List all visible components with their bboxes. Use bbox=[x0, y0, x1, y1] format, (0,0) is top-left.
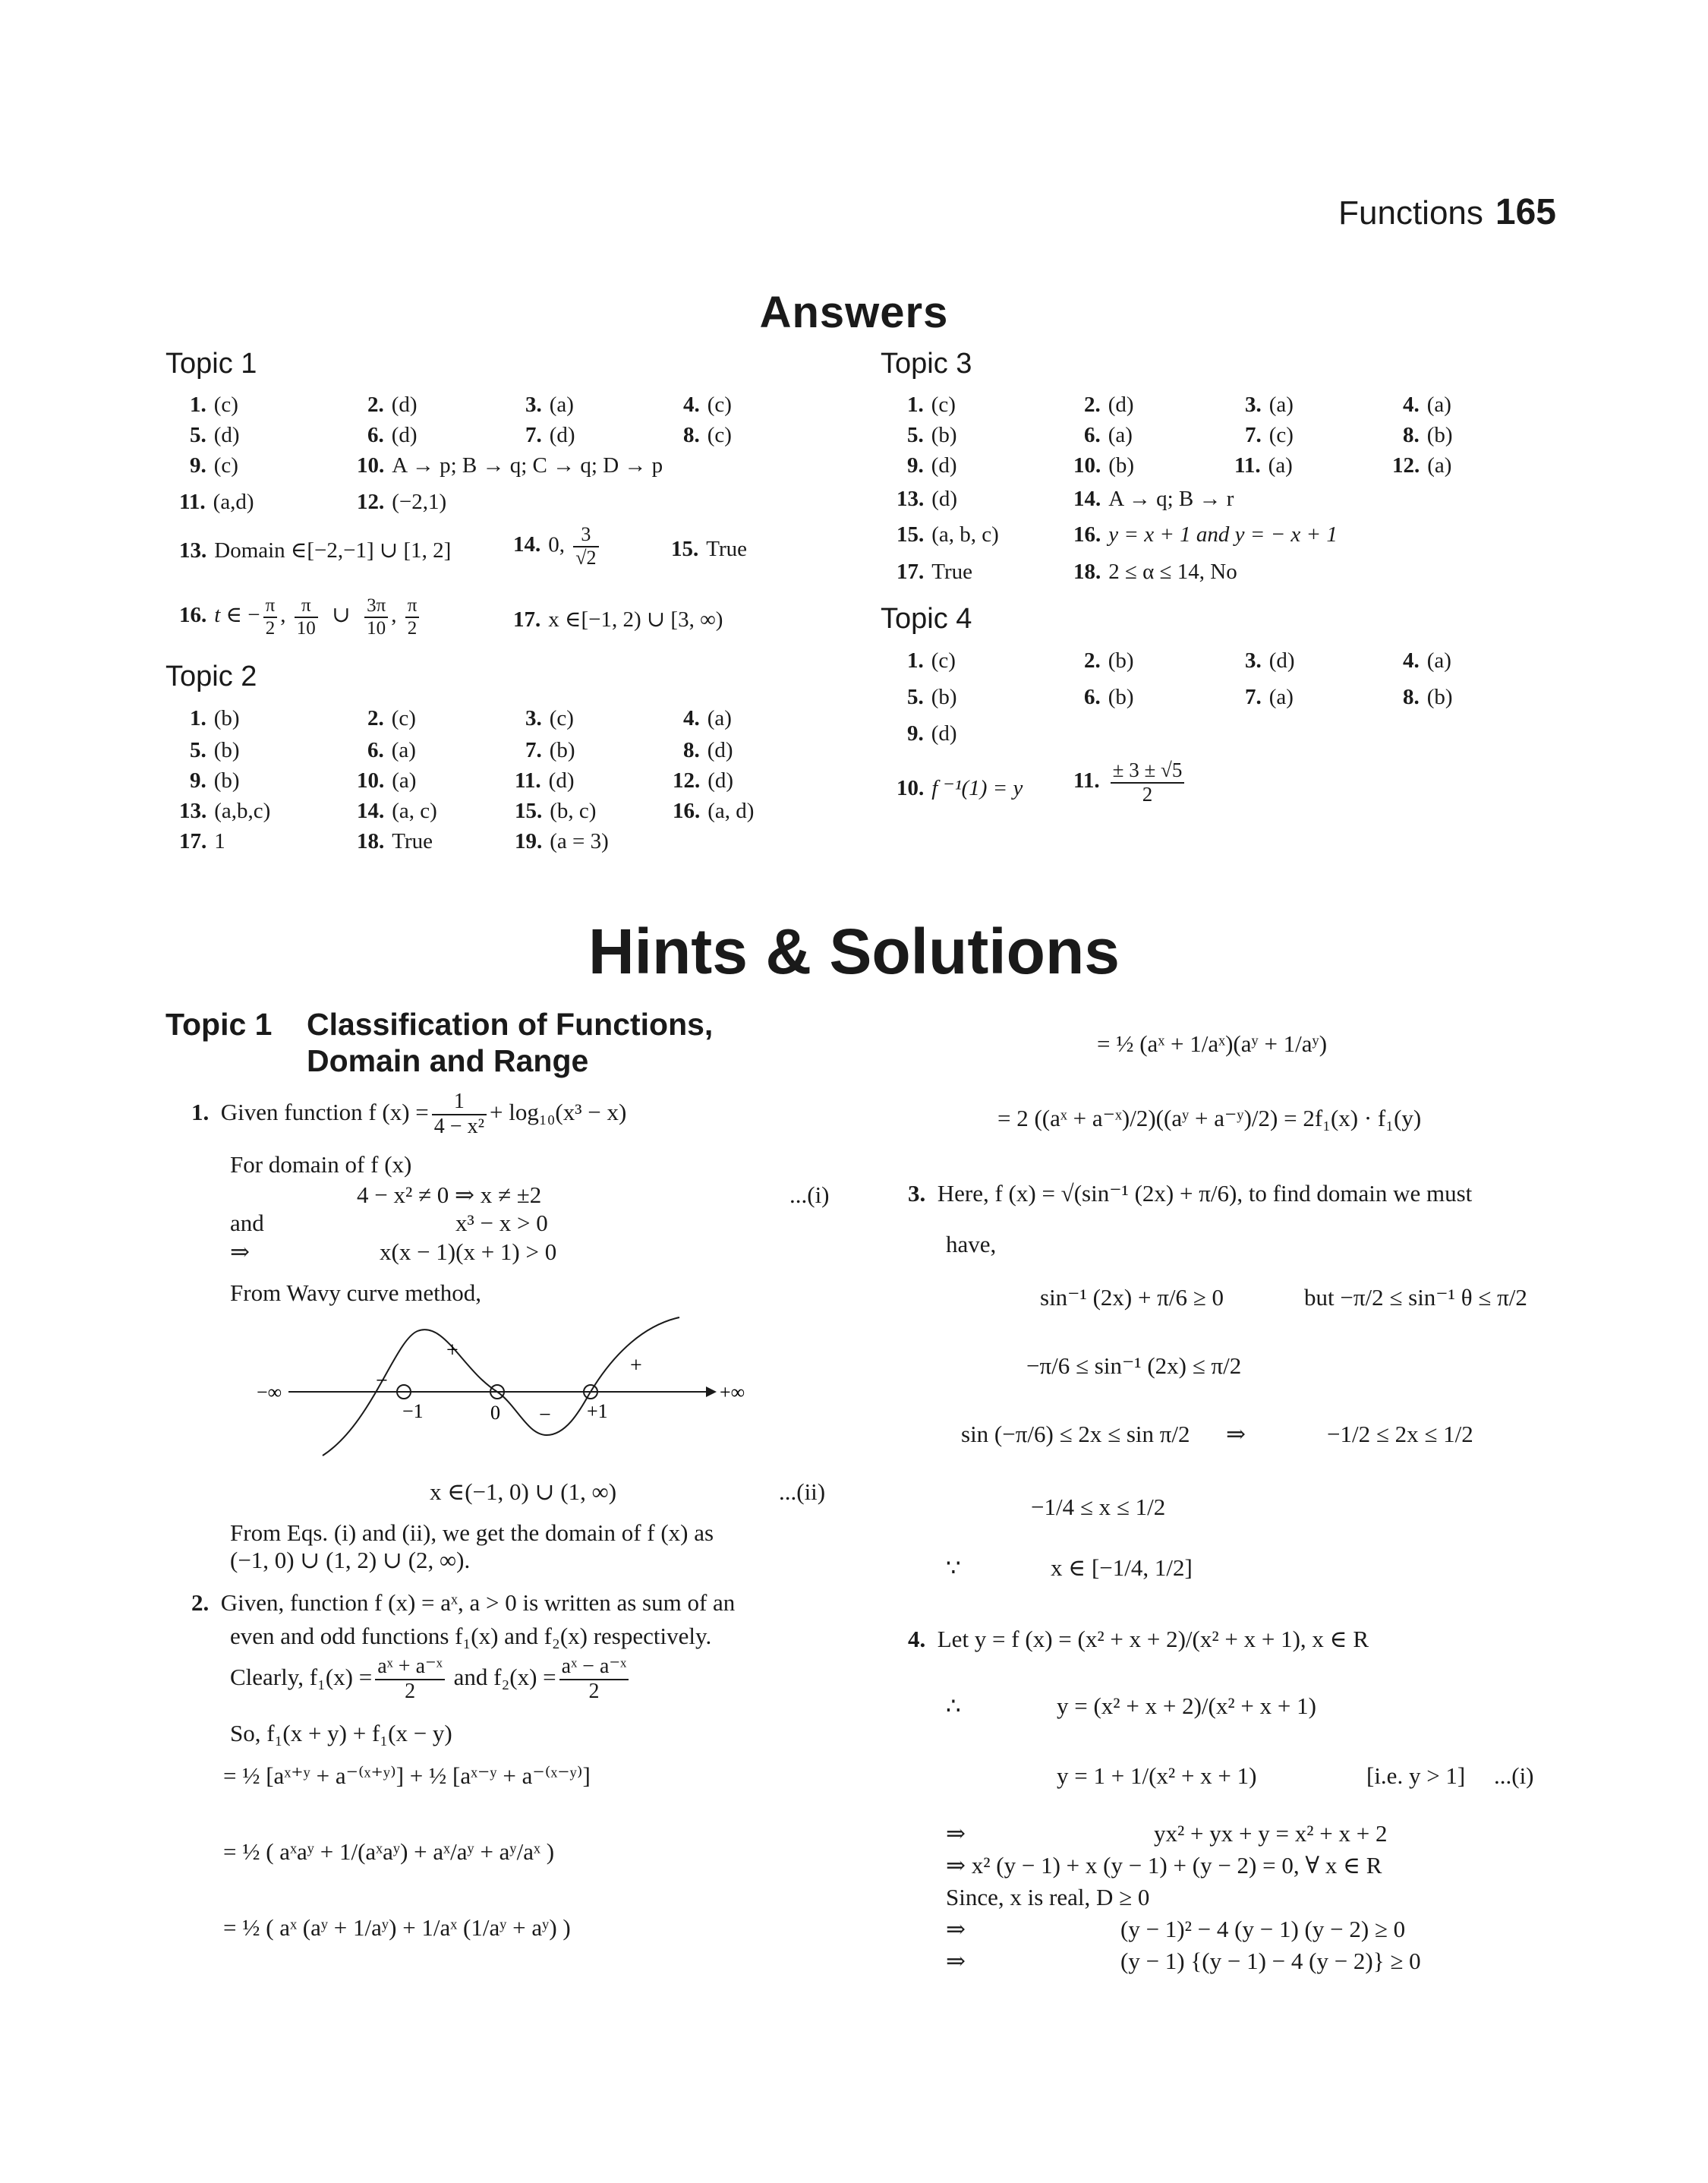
answer-item: 13. (a,b,c) bbox=[179, 799, 271, 823]
answer-item: 8. (d) bbox=[683, 738, 733, 762]
solution-text: x(x − 1)(x + 1) > 0 bbox=[380, 1238, 557, 1265]
answer-item: 9. (d) bbox=[907, 453, 957, 478]
solution-text: (y − 1) {(y − 1) − 4 (y − 2)} ≥ 0 bbox=[1120, 1948, 1421, 1974]
neg-infinity-label: −∞ bbox=[257, 1381, 282, 1403]
solution-text: ∴ bbox=[946, 1692, 961, 1719]
solution-text: −1/4 ≤ x ≤ 1/2 bbox=[1031, 1494, 1166, 1520]
answer-item: 10. (b) bbox=[1073, 453, 1135, 478]
solution-text: [i.e. y > 1] bbox=[1366, 1762, 1466, 1789]
answer-item: 18. 2 ≤ α ≤ 14, No bbox=[1073, 560, 1237, 584]
answer-item: 15. (a, b, c) bbox=[897, 522, 999, 547]
solution-text: −π/6 ≤ sin⁻¹ (2x) ≤ π/2 bbox=[1026, 1352, 1242, 1379]
answer-item: 9. (d) bbox=[907, 721, 957, 746]
running-header bbox=[1338, 191, 1556, 233]
answer-item: 4. (a) bbox=[1403, 393, 1451, 417]
answer-item: 2. (c) bbox=[367, 706, 416, 730]
answer-item: 7. (c) bbox=[1245, 423, 1294, 447]
wavy-curve-diagram bbox=[251, 1310, 767, 1462]
tick-label-minus-one: −1 bbox=[402, 1400, 424, 1422]
solution-text: ⇒ bbox=[1226, 1421, 1246, 1447]
answer-item: 3. (a) bbox=[1245, 393, 1294, 417]
answer-item: 12. (−2,1) bbox=[357, 490, 447, 514]
answer-item: 11. (a,d) bbox=[179, 490, 254, 514]
sign-plus-label: + bbox=[630, 1354, 642, 1377]
answer-item: 2. (d) bbox=[367, 393, 418, 417]
answer-item: 14. 0, $\frac{3}{√2}$ bbox=[513, 524, 602, 569]
answer-item: 6. (d) bbox=[367, 423, 418, 447]
page-number: 165 bbox=[1495, 192, 1556, 232]
tick-label-zero: 0 bbox=[490, 1402, 500, 1424]
answers-topic4-title: Topic 4 bbox=[881, 603, 972, 635]
answer-item: 11. (a) bbox=[1234, 453, 1293, 478]
hints-topic-title-1: Classification of Functions, bbox=[307, 1007, 714, 1042]
answer-item: 16. y = x + 1 and y = − x + 1 bbox=[1073, 522, 1338, 547]
solution-text: = ½ ( aˣaʸ + 1/(aˣaʸ) + aˣ/aʸ + aʸ/aˣ ) bbox=[223, 1838, 555, 1865]
solution-1-intro: 1. Given function f (x) = $\frac{1}{\text{4 − x²}}$ + log₁₀(x³ − x) bbox=[191, 1090, 627, 1138]
answer-item: 6. (a) bbox=[367, 738, 416, 762]
answer-item: 11. $\frac{\pm 3 \pm √5}{2}$ bbox=[1073, 759, 1187, 806]
answer-item: 7. (a) bbox=[1245, 685, 1294, 709]
answers-heading: Answers bbox=[759, 288, 949, 337]
answer-item: 8. (b) bbox=[1403, 423, 1453, 447]
solution-text: = ½ (aˣ + 1/aˣ)(aʸ + 1/aʸ) bbox=[1097, 1030, 1328, 1057]
solution-text: sin⁻¹ (2x) + π/6 ≥ 0 bbox=[1040, 1284, 1224, 1311]
answer-item: 4. (a) bbox=[683, 706, 732, 730]
solution-2-intro: 2. Given, function f (x) = aˣ, a > 0 is written as sum of an bbox=[191, 1589, 736, 1616]
solution-text: From Wavy curve method, bbox=[230, 1279, 481, 1306]
solution-text: x³ − x > 0 bbox=[455, 1210, 548, 1236]
solution-text: = ½ [aˣ⁺ʸ + a⁻⁽ˣ⁺ʸ⁾] + ½ [aˣ⁻ʸ + a⁻⁽ˣ⁻ʸ⁾] bbox=[223, 1762, 591, 1789]
answer-item: 5. (b) bbox=[907, 423, 957, 447]
answer-item: 4. (a) bbox=[1403, 648, 1451, 673]
answer-item: 2. (d) bbox=[1084, 393, 1134, 417]
answer-item: 14. (a, c) bbox=[357, 799, 437, 823]
answer-item: 10. f ⁻¹(1) = y bbox=[897, 776, 1023, 800]
solution-text: even and odd functions f₁(x) and f₂(x) respectively. bbox=[230, 1623, 712, 1649]
solution-text: Clearly, f₁(x) = $\frac{\text{aˣ + a⁻ˣ}}{2}$ and f₂(x) = $\frac{\text{aˣ − a⁻ˣ}}{2}$ bbox=[230, 1655, 632, 1704]
answer-item: 12. (a) bbox=[1392, 453, 1452, 478]
answer-item: 5. (d) bbox=[190, 423, 240, 447]
answer-item: 16. (a, d) bbox=[673, 799, 755, 823]
solution-text: y = (x² + x + 2)/(x² + x + 1) bbox=[1057, 1692, 1316, 1719]
hints-topic-title-2: Domain and Range bbox=[307, 1043, 589, 1078]
equation-ref: ...(i) bbox=[789, 1181, 830, 1208]
answer-item: 1. (b) bbox=[190, 706, 240, 730]
answer-item: 15. True bbox=[671, 537, 747, 561]
answers-topic3-title: Topic 3 bbox=[881, 348, 972, 380]
sign-minus-label: − bbox=[376, 1369, 388, 1393]
answer-item: 10. A → p; B → q; C → q; D → p bbox=[357, 453, 663, 478]
hints-topic-label: Topic 1 bbox=[165, 1007, 273, 1042]
answer-item: 18. True bbox=[357, 829, 433, 853]
tick-label-plus-one: +1 bbox=[587, 1400, 608, 1422]
sign-minus-label: − bbox=[539, 1403, 551, 1427]
solution-text: For domain of f (x) bbox=[230, 1151, 412, 1178]
answer-item: 8. (b) bbox=[1403, 685, 1453, 709]
answer-item: 16. t ∈ − $\frac{\pi}{2}$ , $\frac{\pi}{10}$ ∪ $\frac{3\pi}{10}$ , $\frac{\pi}{2}$ bbox=[179, 595, 422, 639]
answers-topic2-title: Topic 2 bbox=[165, 661, 257, 692]
solution-text: −1/2 ≤ 2x ≤ 1/2 bbox=[1327, 1421, 1473, 1447]
answer-item: 17. 1 bbox=[179, 829, 225, 853]
arrow-right-icon bbox=[706, 1386, 717, 1397]
answer-item: 4. (c) bbox=[683, 393, 732, 417]
solution-text: ⇒ bbox=[230, 1238, 250, 1265]
solution-text: So, f₁(x + y) + f₁(x − y) bbox=[230, 1720, 452, 1746]
solution-text: but −π/2 ≤ sin⁻¹ θ ≤ π/2 bbox=[1304, 1284, 1527, 1311]
answer-item: 5. (b) bbox=[907, 685, 957, 709]
answer-item: 5. (b) bbox=[190, 738, 240, 762]
solution-text: have, bbox=[946, 1231, 997, 1257]
answer-item: 6. (b) bbox=[1084, 685, 1134, 709]
answer-item: 1. (c) bbox=[190, 393, 238, 417]
solution-text: sin (−π/6) ≤ 2x ≤ sin π/2 bbox=[961, 1421, 1190, 1447]
answer-item: 7. (d) bbox=[525, 423, 575, 447]
answer-item: 13. (d) bbox=[897, 487, 958, 511]
solution-text: x ∈ [−1/4, 1/2] bbox=[1051, 1554, 1193, 1581]
solution-text: Since, x is real, D ≥ 0 bbox=[946, 1884, 1150, 1910]
pos-infinity-label: +∞ bbox=[720, 1381, 745, 1403]
answer-item: 15. (b, c) bbox=[515, 799, 597, 823]
solution-text: yx² + yx + y = x² + x + 2 bbox=[1154, 1820, 1388, 1847]
answer-item: 3. (c) bbox=[525, 706, 574, 730]
answer-item: 7. (b) bbox=[525, 738, 575, 762]
solution-text: 4 − x² ≠ 0 ⇒ x ≠ ±2 bbox=[357, 1181, 542, 1208]
answer-item: 1. (c) bbox=[907, 648, 956, 673]
hints-heading: Hints & Solutions bbox=[588, 916, 1120, 987]
solution-text: ∵ bbox=[946, 1554, 961, 1581]
answer-item: 1. (c) bbox=[907, 393, 956, 417]
answer-item: 13. Domain ∈[−2,−1] ∪ [1, 2] bbox=[179, 538, 452, 563]
equation-ref: ...(ii) bbox=[779, 1478, 826, 1505]
answer-item: 2. (b) bbox=[1084, 648, 1134, 673]
solution-4-intro: 4. Let y = f (x) = (x² + x + 2)/(x² + x + 1), x ∈ R bbox=[908, 1626, 1369, 1652]
answer-item: 3. (a) bbox=[525, 393, 574, 417]
solution-text: ⇒ bbox=[946, 1916, 966, 1942]
answers-topic1-title: Topic 1 bbox=[165, 348, 257, 380]
answer-item: 6. (a) bbox=[1084, 423, 1133, 447]
answer-item: 17. True bbox=[897, 560, 972, 584]
answer-item: 3. (d) bbox=[1245, 648, 1295, 673]
solution-text: x ∈(−1, 0) ∪ (1, ∞) bbox=[430, 1478, 617, 1505]
running-title: Functions bbox=[1338, 194, 1483, 232]
solution-text: and bbox=[230, 1210, 264, 1236]
solution-text: = ½ ( aˣ (aʸ + 1/aʸ) + 1/aˣ (1/aʸ + aʸ) ) bbox=[223, 1914, 571, 1941]
solution-text: ⇒ x² (y − 1) + x (y − 1) + (y − 2) = 0, ∀ x ∈ R bbox=[946, 1852, 1382, 1879]
solution-text: ⇒ bbox=[946, 1820, 966, 1847]
equation-ref: ...(i) bbox=[1494, 1762, 1534, 1789]
answer-item: 9. (b) bbox=[190, 768, 240, 793]
answer-item: 11. (d) bbox=[515, 768, 575, 793]
answer-item: 14. A → q; B → r bbox=[1073, 487, 1234, 511]
answer-item: 8. (c) bbox=[683, 423, 732, 447]
answer-item: 12. (d) bbox=[673, 768, 734, 793]
answer-item: 10. (a) bbox=[357, 768, 417, 793]
answer-item: 9. (c) bbox=[190, 453, 238, 478]
sign-plus-label: + bbox=[446, 1339, 459, 1362]
solution-text: y = 1 + 1/(x² + x + 1) bbox=[1057, 1762, 1257, 1789]
answer-item: 19. (a = 3) bbox=[515, 829, 609, 853]
solution-text: = 2 ((aˣ + a⁻ˣ)/2)((aʸ + a⁻ʸ)/2) = 2f₁(x) · f₁(y) bbox=[997, 1105, 1422, 1131]
solution-3-intro: 3. Here, f (x) = √(sin⁻¹ (2x) + π/6), to find domain we must bbox=[908, 1180, 1473, 1207]
solution-text: (y − 1)² − 4 (y − 1) (y − 2) ≥ 0 bbox=[1120, 1916, 1406, 1942]
solution-text: From Eqs. (i) and (ii), we get the domain of f (x) as bbox=[230, 1519, 714, 1546]
solution-text: (−1, 0) ∪ (1, 2) ∪ (2, ∞). bbox=[230, 1547, 471, 1573]
solution-text: ⇒ bbox=[946, 1948, 966, 1974]
answer-item: 17. x ∈[−1, 2) ∪ [3, ∞) bbox=[513, 607, 723, 632]
